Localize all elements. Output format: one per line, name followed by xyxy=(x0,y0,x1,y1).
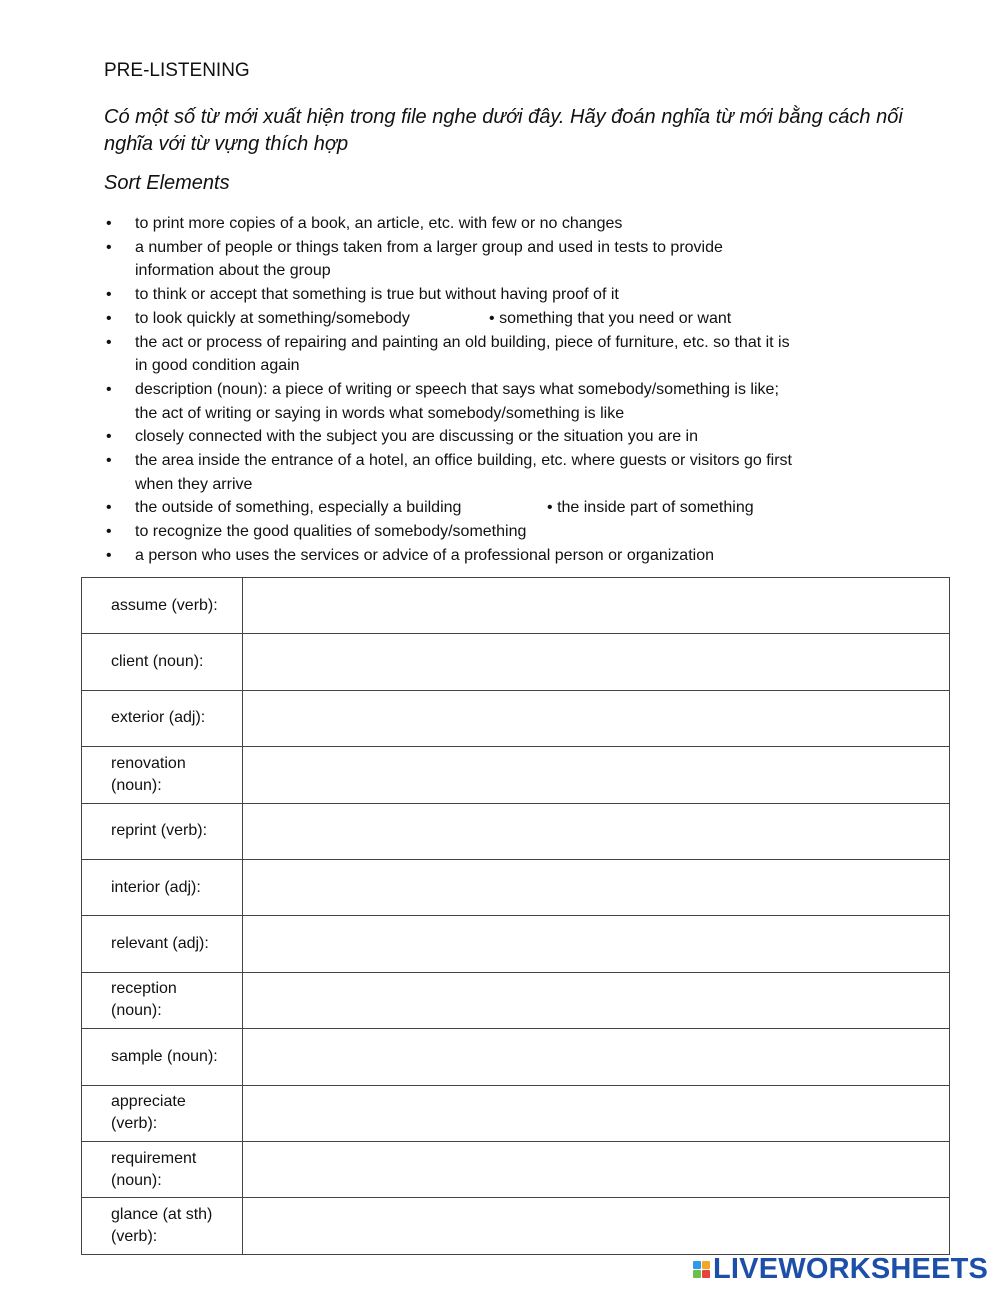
logo-square xyxy=(693,1261,701,1269)
vocab-term: interior (adj): xyxy=(82,859,243,915)
table-row xyxy=(82,972,950,1028)
answer-drop-zone[interactable] xyxy=(243,1085,950,1141)
table-row xyxy=(82,1141,950,1197)
table-row xyxy=(82,1029,950,1085)
definition-item[interactable]: • a number of people or things taken from a larger group and used in tests to provide information about the group xyxy=(106,238,723,280)
answer-drop-zone[interactable] xyxy=(243,1198,950,1254)
definition-item[interactable]: • to recognize the good qualities of somebody/something xyxy=(106,523,527,541)
vocab-term: client (noun): xyxy=(82,634,243,690)
vocab-term: sample (noun): xyxy=(82,1029,243,1085)
table-row xyxy=(82,859,950,915)
definition-item[interactable]: • to print more copies of a book, an article, etc. with few or no changes xyxy=(106,215,623,232)
vocab-term: appreciate (verb): xyxy=(82,1085,243,1141)
answer-drop-zone[interactable] xyxy=(243,916,950,972)
answer-drop-zone[interactable] xyxy=(243,578,950,634)
vocabulary-table xyxy=(81,577,950,1255)
instructions: Có một số từ mới xuất hiện trong file nghe dưới đây. Hãy đoán nghĩa từ mới bằng cách nối nghĩa với từ vựng thích hợp xyxy=(104,106,903,155)
definition-item-pair: • the outside of something, especially a building • the inside part of something xyxy=(104,496,804,520)
sort-elements-heading: Sort Elements xyxy=(104,172,230,194)
definition-item[interactable]: • closely connected with the subject you are discussing or the situation you are in xyxy=(106,428,698,446)
definition-item[interactable]: • the act or process of repairing and painting an old building, piece of furniture, etc. so that it is in good condition again xyxy=(106,333,790,375)
table-row xyxy=(82,803,950,859)
vocab-term: exterior (adj): xyxy=(82,690,243,746)
table-row xyxy=(82,1085,950,1141)
page-title: PRE-LISTENING xyxy=(104,60,250,81)
table-row xyxy=(82,634,950,690)
liveworksheets-logo-icon xyxy=(693,1261,710,1278)
answer-drop-zone[interactable] xyxy=(243,747,950,803)
definition-item[interactable]: • description (noun): a piece of writing or speech that says what somebody/something is like; the act of writing or saying in words what somebody/something is like xyxy=(106,380,779,422)
definition-item[interactable]: • something that you need or want xyxy=(489,309,732,327)
answer-drop-zone[interactable] xyxy=(243,803,950,859)
answer-drop-zone[interactable] xyxy=(243,1029,950,1085)
vocab-term: reprint (verb): xyxy=(82,803,243,859)
definition-item[interactable]: • the inside part of something xyxy=(547,499,754,517)
logo-square xyxy=(693,1270,701,1278)
answer-drop-zone[interactable] xyxy=(243,859,950,915)
answer-drop-zone[interactable] xyxy=(243,690,950,746)
definition-item[interactable]: • to think or accept that something is true but without having proof of it xyxy=(106,286,619,304)
vocab-term: reception (noun): xyxy=(82,972,243,1028)
table-row xyxy=(82,916,950,972)
definition-item[interactable]: to look quickly at something/somebody xyxy=(135,309,410,327)
vocab-term: glance (at sth) (verb): xyxy=(82,1198,243,1254)
table-row xyxy=(82,747,950,803)
table-row xyxy=(82,578,950,634)
definition-item[interactable]: • the area inside the entrance of a hotel, an office building, etc. where guests or visitors go first when they arrive xyxy=(106,452,792,493)
vocab-term: relevant (adj): xyxy=(82,916,243,972)
answer-drop-zone[interactable] xyxy=(243,634,950,690)
definition-item[interactable]: • a person who uses the services or advice of a professional person or organization xyxy=(106,546,714,564)
logo-square xyxy=(702,1270,710,1278)
answer-drop-zone[interactable] xyxy=(243,972,950,1028)
vocab-term: requirement (noun): xyxy=(82,1141,243,1197)
vocab-term: assume (verb): xyxy=(82,578,243,634)
definition-list xyxy=(104,212,804,568)
table-row xyxy=(82,1198,950,1254)
liveworksheets-logo xyxy=(693,1254,988,1284)
answer-drop-zone[interactable] xyxy=(243,1141,950,1197)
vocab-term: renovation (noun): xyxy=(82,747,243,803)
table-row xyxy=(82,690,950,746)
logo-text: LIVEWORKSHEETS xyxy=(713,1252,989,1285)
definition-item[interactable]: the outside of something, especially a building xyxy=(135,499,462,517)
logo-square xyxy=(702,1261,710,1269)
definition-item-pair: • to look quickly at something/somebody • something that you need or want xyxy=(104,307,804,331)
